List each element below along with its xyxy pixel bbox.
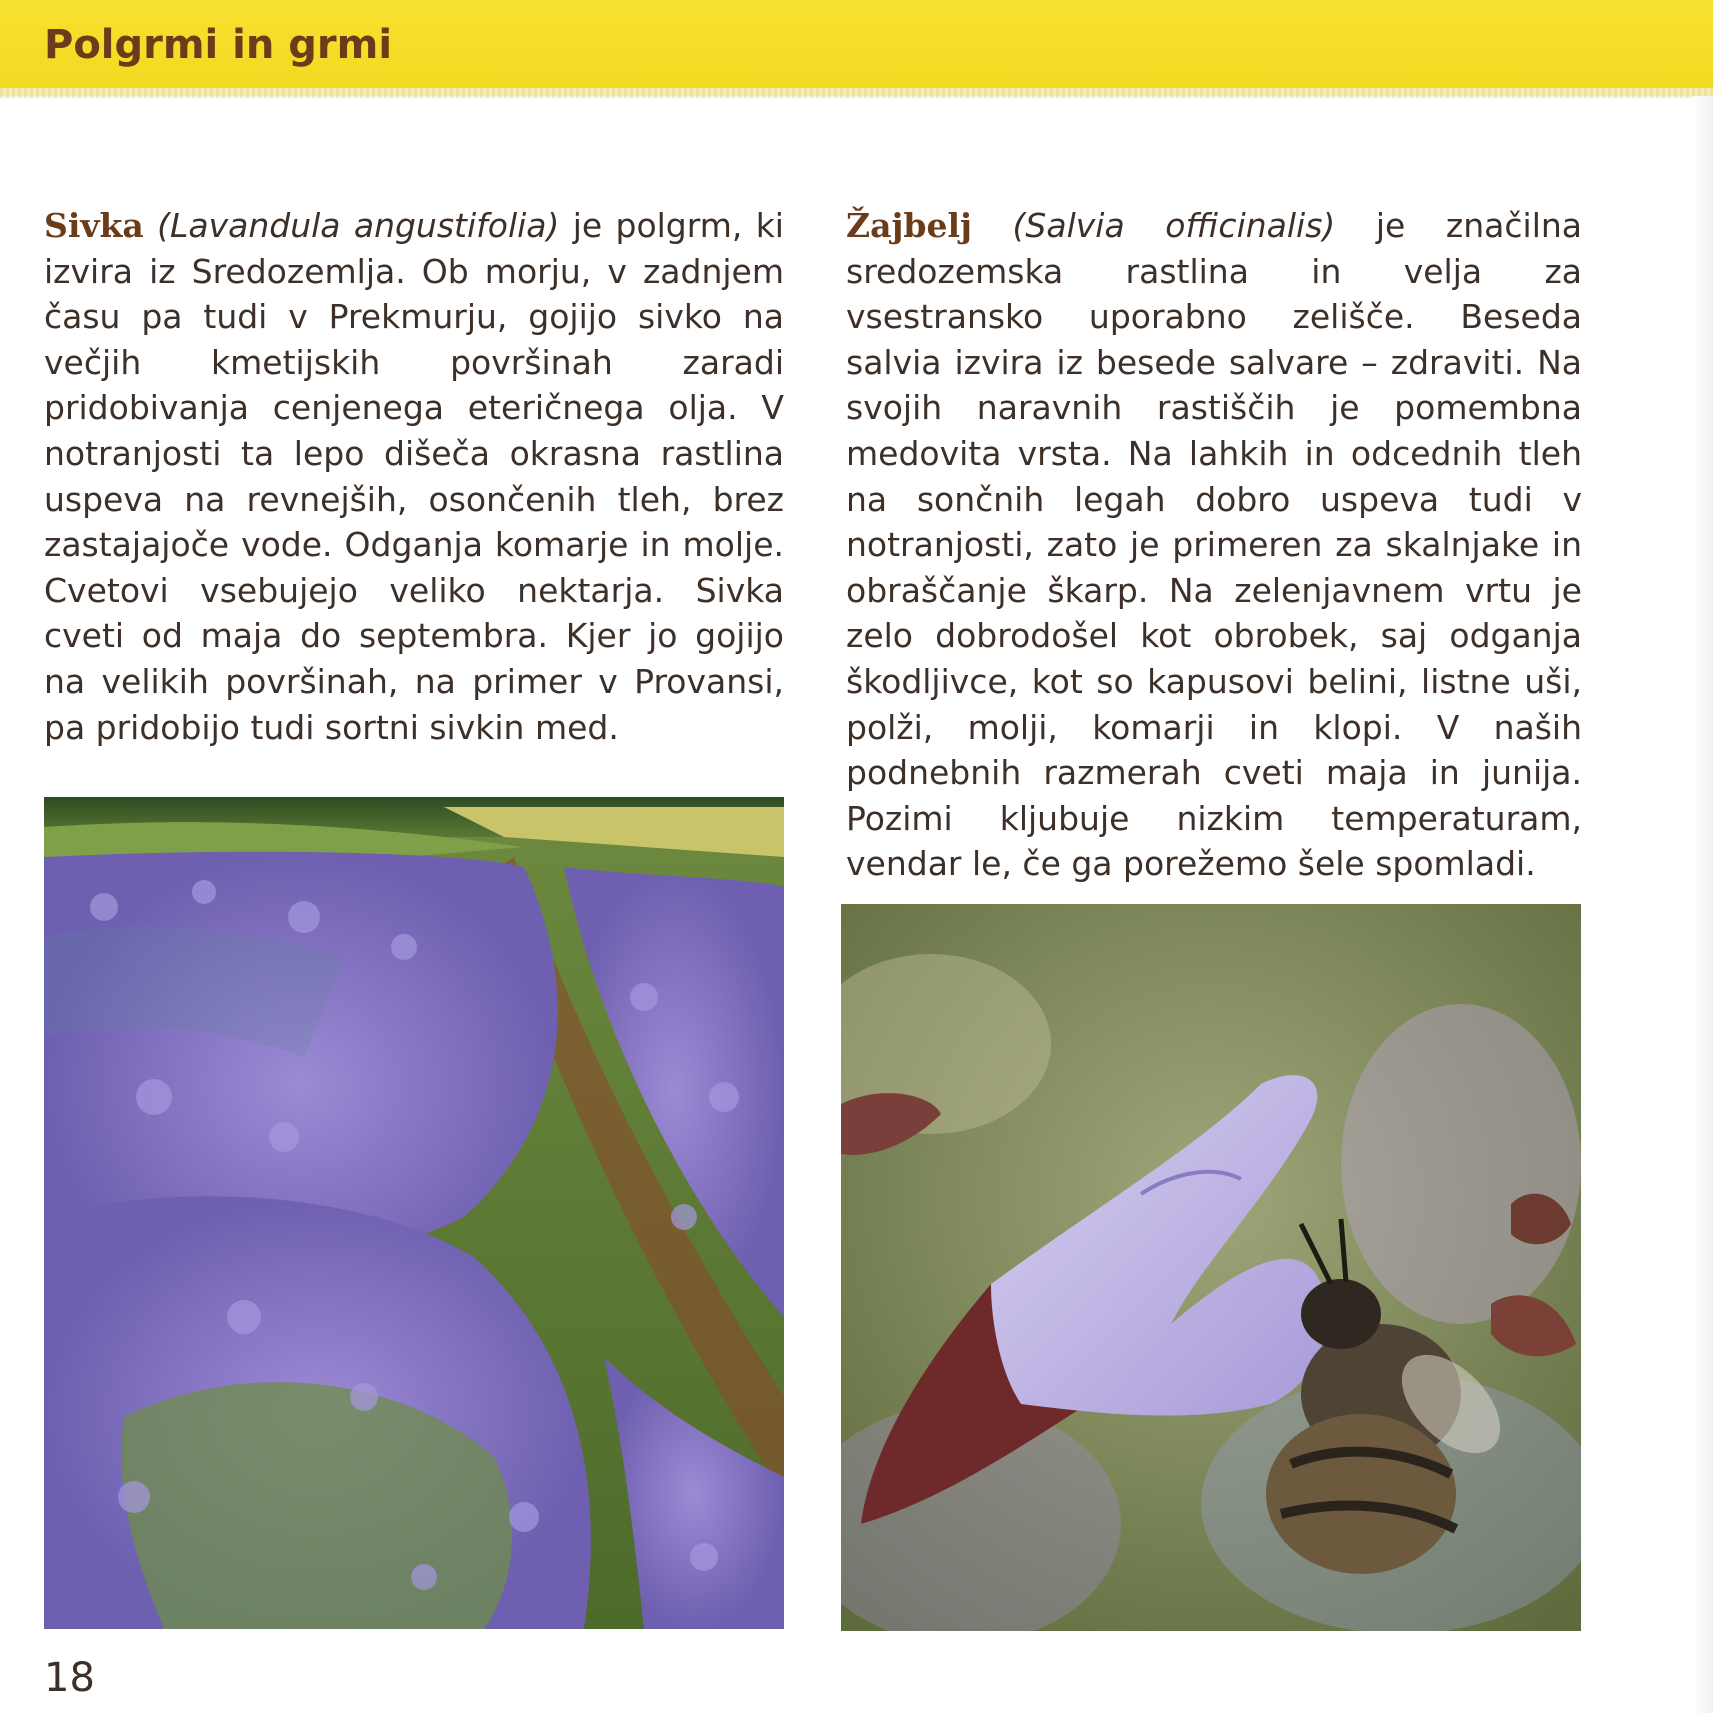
lavender-field-illustration xyxy=(44,797,784,1629)
sage-term: Žajbelj xyxy=(846,206,972,245)
sage-description: je značilna sredozemska rastlina in velja za vsestransko uporabno zelišče. Beseda salvia izvira iz besede salvare – zdraviti. Na svojih naravnih rastiščih je pomembna medovita vrsta. Na lahkih in odcednih tleh na sončnih legah dobro uspeva tudi v notranjosti, zato je primeren za skalnjake in obraščanje škarp. Na zelenjavnem vrtu je zelo dobrodošel kot obrobek, saj odganja škodljivce, kot so kapusovi belini, listne uši, polži, molji, komarji in klopi. V naših podnebnih razmerah cveti maja in junija. Pozimi kljubuje nizkim temperaturam, vendar le, če ga porežemo šele spomladi. xyxy=(846,206,1582,884)
page-header-band xyxy=(0,0,1713,96)
sage-latin-name: (Salvia officinalis) xyxy=(1012,206,1336,245)
header-divider xyxy=(0,88,1713,98)
lavender-field-photo xyxy=(44,797,784,1629)
lavender-term: Sivka xyxy=(44,206,144,245)
page-edge-shadow xyxy=(1693,96,1713,1713)
sage-article xyxy=(846,203,1582,887)
sage-bee-illustration xyxy=(841,904,1581,1631)
lavender-latin-name: (Lavandula angustifolia) xyxy=(157,206,560,245)
sage-flower-bee-photo xyxy=(841,904,1581,1631)
lavender-description: je polgrm, ki izvira iz Sredozemlja. Ob morju, v zadnjem času pa tudi v Prekmurju, gojijo sivko na večjih kmetijskih površinah zaradi pridobivanja cenjenega eteričnega olja. V notranjosti ta lepo dišeča okrasna rastlina uspeva na revnejših, osončenih tleh, brez zastajajoče vode. Odganja komarje in molje. Cvetovi vsebujejo veliko nektarja. Sivka cveti od maja do septembra. Kjer jo gojijo na velikih površinah, na primer v Provansi, pa pridobijo tudi sortni sivkin med. xyxy=(44,206,784,747)
lavender-article xyxy=(44,203,784,750)
section-title: Polgrmi in grmi xyxy=(44,22,393,68)
page-number: 18 xyxy=(44,1655,95,1701)
